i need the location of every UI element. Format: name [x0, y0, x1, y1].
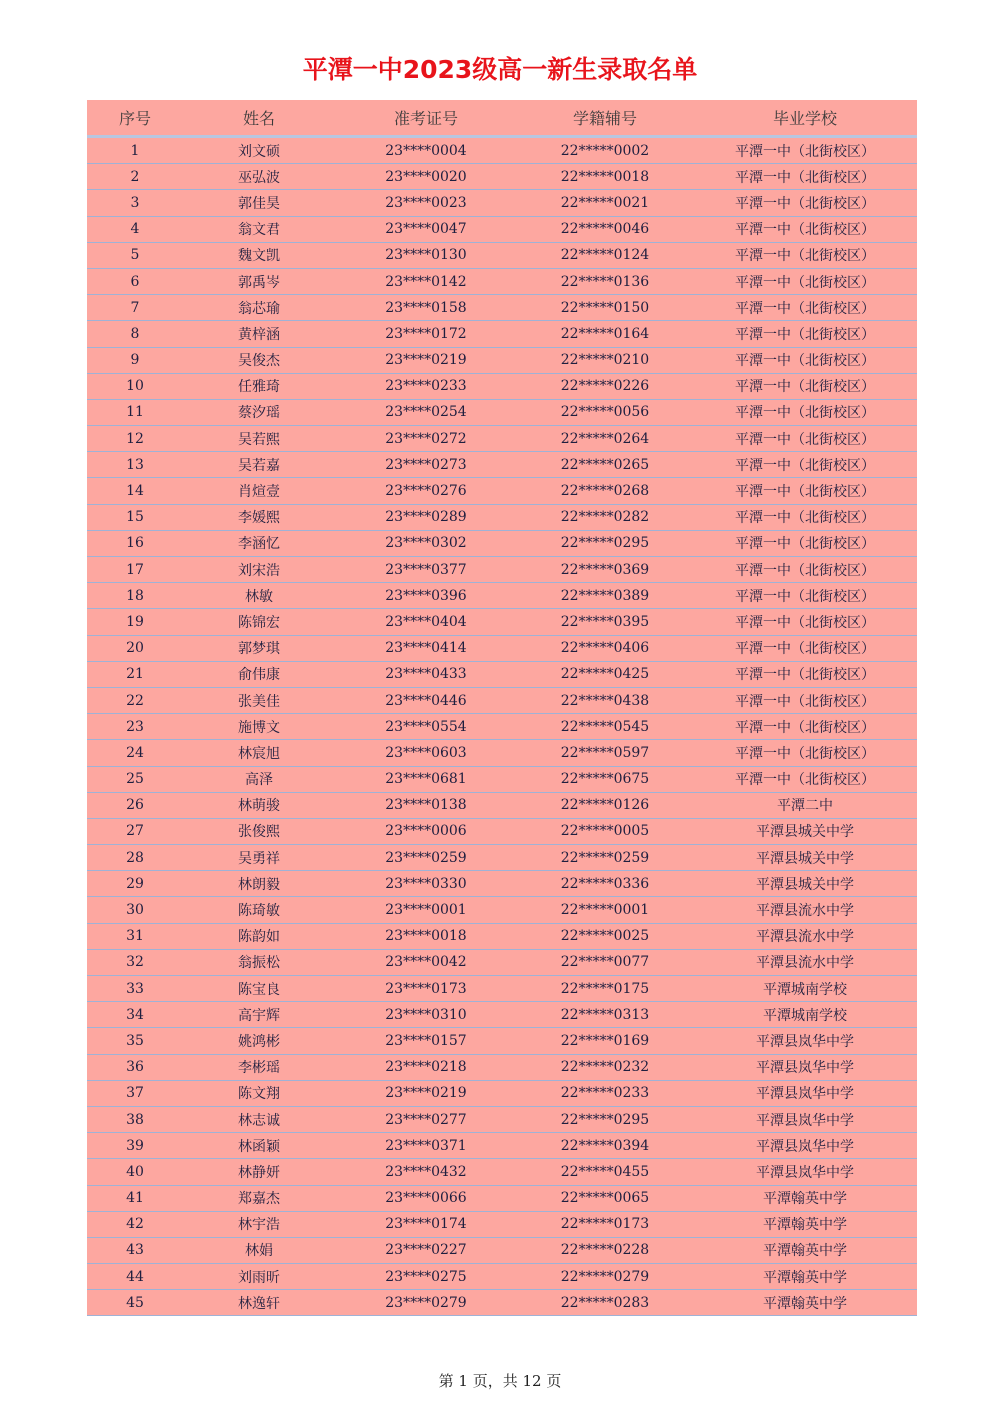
cell-name: 林敏	[245, 588, 273, 605]
table-row	[87, 793, 917, 819]
cell-index: 29	[126, 875, 144, 892]
cell-index: 20	[126, 640, 144, 657]
cell-exam-id: 23****0047	[385, 221, 467, 238]
cell-school: 平潭一中（北街校区）	[735, 536, 875, 553]
cell-student-id: 22*****0164	[560, 325, 650, 342]
cell-exam-id: 23****0377	[385, 561, 467, 578]
cell-student-id: 22*****0126	[560, 797, 650, 814]
cell-index: 33	[126, 980, 144, 997]
cell-school: 平潭县岚华中学	[756, 1086, 854, 1103]
cell-index: 18	[126, 587, 144, 604]
cell-index: 35	[126, 1032, 144, 1049]
cell-school: 平潭县城关中学	[756, 876, 854, 893]
cell-exam-id: 23****0414	[385, 640, 467, 657]
cell-exam-id: 23****0227	[385, 1242, 467, 1259]
cell-school: 平潭县岚华中学	[756, 1112, 854, 1129]
cell-index: 15	[126, 509, 144, 526]
cell-school: 平潭一中（北街校区）	[735, 484, 875, 501]
page-footer: 第 1 页，共 12 页	[438, 1372, 562, 1390]
cell-exam-id: 23****0603	[385, 744, 467, 761]
cell-student-id: 22*****0226	[560, 378, 650, 395]
cell-name: 林逸轩	[238, 1295, 280, 1312]
cell-index: 11	[126, 404, 144, 421]
cell-index: 17	[126, 561, 144, 578]
cell-name: 陈韵如	[238, 929, 280, 946]
cell-school: 平潭县城关中学	[756, 824, 854, 841]
cell-index: 42	[126, 1216, 144, 1233]
table-row	[87, 714, 917, 740]
cell-student-id: 22*****0136	[560, 273, 650, 290]
cell-student-id: 22*****0005	[560, 823, 650, 840]
cell-exam-id: 23****0279	[385, 1294, 467, 1311]
cell-index: 45	[126, 1294, 144, 1311]
cell-student-id: 22*****0545	[560, 718, 650, 735]
cell-index: 21	[126, 666, 144, 683]
cell-index: 43	[126, 1242, 144, 1259]
table-row	[87, 400, 917, 426]
cell-school: 平潭一中（北街校区）	[735, 195, 875, 212]
cell-name: 巫弘波	[238, 169, 280, 186]
cell-index: 31	[126, 928, 144, 945]
cell-index: 1	[130, 142, 140, 159]
table-row	[87, 269, 917, 295]
cell-school: 平潭县流水中学	[756, 929, 854, 946]
cell-school: 平潭翰英中学	[763, 1217, 847, 1234]
cell-index: 7	[130, 299, 140, 316]
cell-student-id: 22*****0389	[560, 587, 650, 604]
cell-exam-id: 23****0218	[385, 1059, 467, 1076]
cell-name: 李涵忆	[238, 536, 280, 553]
cell-name: 李媛熙	[238, 510, 280, 527]
table-row	[87, 348, 917, 374]
cell-name: 刘文硕	[238, 143, 280, 160]
cell-school: 平潭翰英中学	[763, 1295, 847, 1312]
table-row	[87, 740, 917, 766]
cell-name: 林宇浩	[238, 1217, 280, 1234]
cell-name: 翁芯瑜	[238, 300, 280, 317]
header-name: 姓名	[242, 109, 275, 128]
cell-student-id: 22*****0438	[560, 692, 650, 709]
cell-name: 高泽	[245, 772, 273, 789]
table-row	[87, 1107, 917, 1133]
cell-exam-id: 23****0289	[385, 509, 467, 526]
cell-student-id: 22*****0283	[560, 1294, 650, 1311]
cell-student-id: 22*****0046	[560, 221, 650, 238]
cell-school: 平潭县流水中学	[756, 903, 854, 920]
cell-name: 吴勇祥	[238, 850, 280, 867]
cell-name: 翁文君	[238, 222, 280, 239]
table-row	[87, 1290, 917, 1316]
header-index: 序号	[118, 109, 151, 128]
cell-school: 平潭一中（北街校区）	[735, 353, 875, 370]
cell-student-id: 22*****0675	[560, 771, 650, 788]
cell-exam-id: 23****0396	[385, 587, 467, 604]
cell-school: 平潭一中（北街校区）	[735, 300, 875, 317]
cell-student-id: 22*****0406	[560, 640, 650, 657]
cell-exam-id: 23****0172	[385, 325, 467, 342]
cell-index: 22	[126, 692, 144, 709]
cell-exam-id: 23****0219	[385, 352, 467, 369]
table-row	[87, 924, 917, 950]
cell-index: 6	[130, 273, 140, 290]
table-row	[87, 609, 917, 635]
cell-student-id: 22*****0232	[560, 1059, 650, 1076]
cell-exam-id: 23****0018	[385, 928, 467, 945]
cell-student-id: 22*****0175	[560, 980, 650, 997]
cell-index: 8	[130, 325, 140, 342]
cell-name: 林娟	[245, 1243, 273, 1260]
table-row	[87, 452, 917, 478]
admission-table	[87, 100, 917, 1316]
table-row	[87, 321, 917, 347]
table-row	[87, 243, 917, 269]
cell-school: 平潭一中（北街校区）	[735, 222, 875, 239]
header-student-id: 学籍辅号	[572, 109, 637, 128]
cell-exam-id: 23****0273	[385, 456, 467, 473]
cell-name: 林志诚	[238, 1112, 280, 1129]
cell-school: 平潭县城关中学	[756, 850, 854, 867]
cell-student-id: 22*****0025	[560, 928, 650, 945]
cell-school: 平潭一中（北街校区）	[735, 274, 875, 291]
cell-school: 平潭一中（北街校区）	[735, 667, 875, 684]
cell-school: 平潭一中（北街校区）	[735, 248, 875, 265]
table-row	[87, 1055, 917, 1081]
cell-name: 郭梦琪	[238, 641, 280, 658]
cell-school: 平潭一中（北街校区）	[735, 641, 875, 658]
cell-name: 刘宋浩	[238, 562, 280, 579]
cell-school: 平潭翰英中学	[763, 1191, 847, 1208]
cell-exam-id: 23****0554	[385, 718, 467, 735]
cell-school: 平潭翰英中学	[763, 1243, 847, 1260]
cell-student-id: 22*****0001	[560, 902, 650, 919]
cell-student-id: 22*****0228	[560, 1242, 650, 1259]
cell-student-id: 22*****0295	[560, 1111, 650, 1128]
table-row	[87, 871, 917, 897]
cell-index: 39	[126, 1137, 144, 1154]
table-row	[87, 217, 917, 243]
cell-name: 高宇辉	[238, 1007, 280, 1024]
table-row	[87, 897, 917, 923]
cell-exam-id: 23****0275	[385, 1268, 467, 1285]
cell-student-id: 22*****0268	[560, 483, 650, 500]
cell-student-id: 22*****0150	[560, 299, 650, 316]
cell-index: 40	[126, 1163, 144, 1180]
cell-exam-id: 23****0004	[385, 142, 467, 159]
cell-name: 林萌骏	[238, 798, 280, 815]
cell-name: 任雅琦	[238, 379, 280, 396]
table-row	[87, 845, 917, 871]
table-row	[87, 583, 917, 609]
cell-index: 28	[126, 849, 144, 866]
cell-index: 26	[126, 797, 144, 814]
cell-school: 平潭城南学校	[763, 1007, 847, 1024]
table-row	[87, 531, 917, 557]
cell-index: 23	[126, 718, 144, 735]
cell-school: 平潭一中（北街校区）	[735, 588, 875, 605]
cell-school: 平潭一中（北街校区）	[735, 379, 875, 396]
cell-index: 24	[126, 744, 144, 761]
cell-student-id: 22*****0264	[560, 430, 650, 447]
cell-name: 刘雨昕	[238, 1269, 280, 1286]
table-row	[87, 1212, 917, 1238]
cell-student-id: 22*****0056	[560, 404, 650, 421]
cell-name: 张俊熙	[238, 824, 280, 841]
cell-exam-id: 23****0158	[385, 299, 467, 316]
table-row	[87, 557, 917, 583]
table-row	[87, 1002, 917, 1028]
cell-index: 13	[126, 456, 144, 473]
cell-student-id: 22*****0021	[560, 194, 650, 211]
cell-name: 林静妍	[238, 1164, 280, 1181]
cell-index: 34	[126, 1006, 144, 1023]
cell-exam-id: 23****0276	[385, 483, 467, 500]
table-row	[87, 636, 917, 662]
cell-student-id: 22*****0395	[560, 613, 650, 630]
cell-exam-id: 23****0138	[385, 797, 467, 814]
cell-exam-id: 23****0006	[385, 823, 467, 840]
cell-exam-id: 23****0310	[385, 1006, 467, 1023]
cell-student-id: 22*****0210	[560, 352, 650, 369]
cell-student-id: 22*****0279	[560, 1268, 650, 1285]
page-title: 平潭一中2023级高一新生录取名单	[302, 55, 698, 84]
table-row	[87, 505, 917, 531]
cell-student-id: 22*****0597	[560, 744, 650, 761]
cell-index: 37	[126, 1085, 144, 1102]
table-row	[87, 1081, 917, 1107]
cell-exam-id: 23****0023	[385, 194, 467, 211]
cell-exam-id: 23****0681	[385, 771, 467, 788]
cell-school: 平潭县岚华中学	[756, 1060, 854, 1077]
cell-school: 平潭一中（北街校区）	[735, 510, 875, 527]
cell-name: 俞伟康	[238, 667, 280, 684]
cell-school: 平潭一中（北街校区）	[735, 326, 875, 343]
cell-student-id: 22*****0124	[560, 247, 650, 264]
cell-index: 19	[126, 613, 144, 630]
cell-exam-id: 23****0174	[385, 1216, 467, 1233]
cell-index: 12	[126, 430, 144, 447]
table-row	[87, 426, 917, 452]
header-exam-id: 准考证号	[393, 109, 458, 128]
table-row	[87, 190, 917, 216]
table-body	[87, 138, 917, 1316]
cell-student-id: 22*****0018	[560, 168, 650, 185]
cell-name: 陈文翔	[238, 1086, 280, 1103]
cell-student-id: 22*****0259	[560, 849, 650, 866]
cell-index: 36	[126, 1059, 144, 1076]
cell-school: 平潭一中（北街校区）	[735, 772, 875, 789]
cell-name: 郭佳昊	[238, 195, 280, 212]
cell-name: 魏文凯	[238, 248, 280, 265]
table-row	[87, 1028, 917, 1054]
table-row	[87, 950, 917, 976]
cell-exam-id: 23****0066	[385, 1190, 467, 1207]
cell-name: 肖煊壹	[238, 484, 280, 501]
table-row	[87, 1159, 917, 1185]
cell-exam-id: 23****0277	[385, 1111, 467, 1128]
cell-name: 翁振松	[238, 955, 280, 972]
table-row	[87, 138, 917, 164]
cell-index: 41	[126, 1190, 144, 1207]
cell-student-id: 22*****0065	[560, 1190, 650, 1207]
cell-school: 平潭县流水中学	[756, 955, 854, 972]
cell-student-id: 22*****0233	[560, 1085, 650, 1102]
cell-index: 32	[126, 954, 144, 971]
cell-index: 9	[130, 352, 140, 369]
cell-school: 平潭县岚华中学	[756, 1164, 854, 1181]
cell-index: 25	[126, 771, 144, 788]
cell-name: 郑嘉杰	[238, 1191, 280, 1208]
cell-exam-id: 23****0330	[385, 875, 467, 892]
table-row	[87, 374, 917, 400]
cell-name: 吴若嘉	[238, 457, 280, 474]
cell-name: 张美佳	[238, 693, 280, 710]
cell-exam-id: 23****0130	[385, 247, 467, 264]
table-row	[87, 1133, 917, 1159]
cell-name: 姚鸿彬	[238, 1033, 280, 1050]
cell-school: 平潭一中（北街校区）	[735, 562, 875, 579]
cell-exam-id: 23****0302	[385, 535, 467, 552]
cell-school: 平潭城南学校	[763, 981, 847, 998]
cell-student-id: 22*****0336	[560, 875, 650, 892]
table-header	[87, 100, 917, 138]
cell-index: 30	[126, 902, 144, 919]
cell-index: 16	[126, 535, 144, 552]
cell-student-id: 22*****0265	[560, 456, 650, 473]
table-row	[87, 688, 917, 714]
cell-name: 陈锦宏	[238, 614, 280, 631]
cell-school: 平潭一中（北街校区）	[735, 431, 875, 448]
cell-school: 平潭一中（北街校区）	[735, 693, 875, 710]
cell-name: 陈宝良	[238, 981, 280, 998]
cell-exam-id: 23****0433	[385, 666, 467, 683]
cell-student-id: 22*****0425	[560, 666, 650, 683]
cell-student-id: 22*****0077	[560, 954, 650, 971]
cell-school: 平潭二中	[777, 798, 833, 815]
table-row	[87, 767, 917, 793]
cell-school: 平潭县岚华中学	[756, 1138, 854, 1155]
cell-student-id: 22*****0002	[560, 142, 650, 159]
cell-student-id: 22*****0295	[560, 535, 650, 552]
cell-exam-id: 23****0446	[385, 692, 467, 709]
cell-name: 吴若熙	[238, 431, 280, 448]
cell-school: 平潭一中（北街校区）	[735, 143, 875, 160]
cell-name: 林宸旭	[238, 745, 280, 762]
cell-index: 27	[126, 823, 144, 840]
table-row	[87, 662, 917, 688]
cell-school: 平潭一中（北街校区）	[735, 457, 875, 474]
cell-exam-id: 23****0001	[385, 902, 467, 919]
cell-index: 2	[130, 168, 140, 185]
cell-school: 平潭翰英中学	[763, 1269, 847, 1286]
cell-index: 4	[130, 221, 140, 238]
cell-name: 陈琦敏	[238, 903, 280, 920]
table-row	[87, 164, 917, 190]
cell-name: 李彬瑶	[238, 1060, 280, 1077]
cell-index: 5	[130, 247, 140, 264]
cell-exam-id: 23****0233	[385, 378, 467, 395]
cell-school: 平潭一中（北街校区）	[735, 745, 875, 762]
cell-index: 10	[126, 378, 144, 395]
cell-student-id: 22*****0173	[560, 1216, 650, 1233]
cell-school: 平潭一中（北街校区）	[735, 169, 875, 186]
cell-name: 林函颖	[238, 1138, 280, 1155]
cell-exam-id: 23****0142	[385, 273, 467, 290]
cell-name: 蔡汐瑶	[238, 405, 280, 422]
table-row	[87, 819, 917, 845]
cell-exam-id: 23****0371	[385, 1137, 467, 1154]
table-row	[87, 478, 917, 504]
table-row	[87, 1238, 917, 1264]
table-row	[87, 1264, 917, 1290]
cell-exam-id: 23****0157	[385, 1032, 467, 1049]
cell-exam-id: 23****0219	[385, 1085, 467, 1102]
cell-name: 郭禹岑	[238, 274, 280, 291]
cell-name: 黄梓涵	[238, 326, 280, 343]
header-school: 毕业学校	[772, 109, 837, 128]
table-row	[87, 1186, 917, 1212]
cell-school: 平潭县岚华中学	[756, 1033, 854, 1050]
cell-exam-id: 23****0259	[385, 849, 467, 866]
cell-index: 38	[126, 1111, 144, 1128]
cell-student-id: 22*****0369	[560, 561, 650, 578]
cell-index: 44	[126, 1268, 144, 1285]
cell-student-id: 22*****0455	[560, 1163, 650, 1180]
cell-exam-id: 23****0042	[385, 954, 467, 971]
table-row	[87, 976, 917, 1002]
cell-exam-id: 23****0254	[385, 404, 467, 421]
cell-exam-id: 23****0272	[385, 430, 467, 447]
cell-student-id: 22*****0394	[560, 1137, 650, 1154]
cell-index: 3	[130, 194, 140, 211]
cell-student-id: 22*****0282	[560, 509, 650, 526]
cell-exam-id: 23****0404	[385, 613, 467, 630]
cell-school: 平潭一中（北街校区）	[735, 719, 875, 736]
cell-exam-id: 23****0173	[385, 980, 467, 997]
cell-exam-id: 23****0020	[385, 168, 467, 185]
table-row	[87, 295, 917, 321]
cell-index: 14	[126, 483, 144, 500]
cell-student-id: 22*****0169	[560, 1032, 650, 1049]
cell-name: 林朗毅	[238, 876, 280, 893]
cell-student-id: 22*****0313	[560, 1006, 650, 1023]
cell-school: 平潭一中（北街校区）	[735, 614, 875, 631]
cell-school: 平潭一中（北街校区）	[735, 405, 875, 422]
cell-exam-id: 23****0432	[385, 1163, 467, 1180]
cell-name: 吴俊杰	[238, 353, 280, 370]
cell-name: 施博文	[238, 719, 280, 736]
